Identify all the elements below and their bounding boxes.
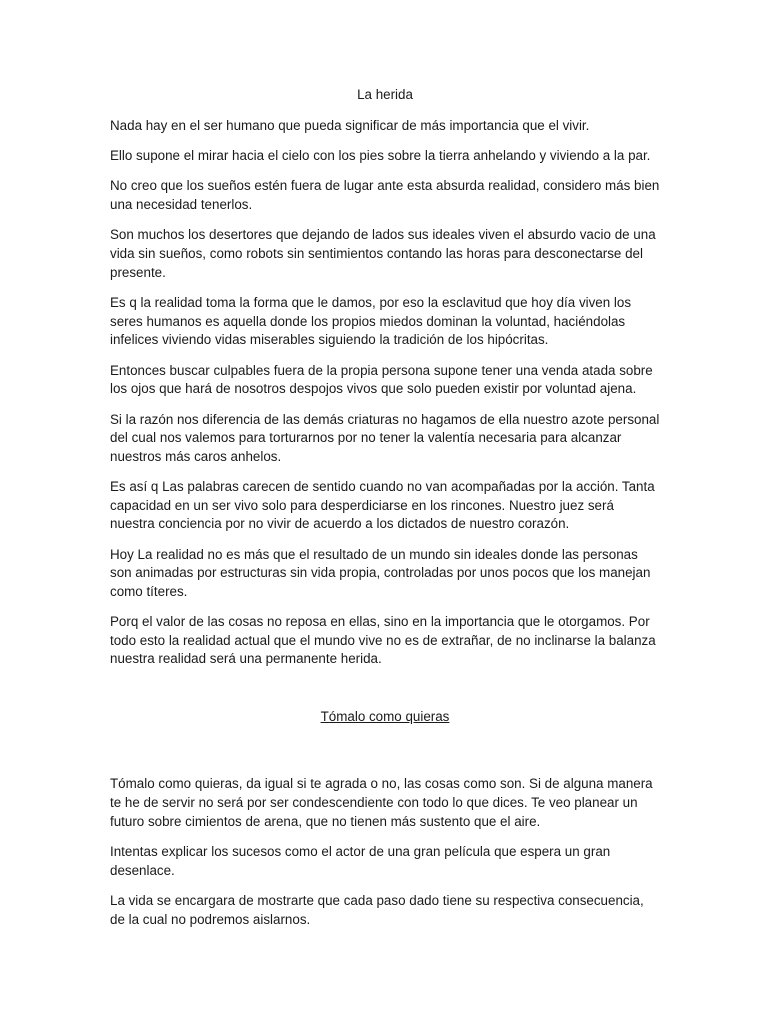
document-page	[110, 86, 660, 941]
paragraph: Es así q Las palabras carecen de sentido cuando no van acompañadas por la acción. Tanta capacidad en un ser vivo solo para desperdiciarse en los rincones. Nuestro juez será nuestra conciencia por no vivir de acuerdo a los dictados de nuestro corazón.	[110, 479, 655, 532]
paragraph: No creo que los sueños estén fuera de lugar ante esta absurda realidad, considero más bien una necesidad tenerlos.	[110, 178, 660, 212]
paragraph: Tómalo como quieras, da igual si te agrada o no, las cosas como son. Si de alguna manera te he de servir no será por ser condescendiente con todo lo que dices. Te veo planear un futuro sobre cimientos de arena, que no tienen más sustento que el aire.	[110, 776, 653, 829]
paragraph: Porq el valor de las cosas no reposa en ellas, sino en la importancia que le otorgamos. Por todo esto la realidad actual que el mundo vive no es de extrañar, de no inclinarse la balanza nuestra realidad será una permanente herida.	[110, 614, 656, 667]
paragraph: Ello supone el mirar hacia el cielo con los pies sobre la tierra anhelando y viviendo a la par.	[110, 147, 651, 163]
paragraph: Hoy La realidad no es más que el resultado de un mundo sin ideales donde las personas son animadas por estructuras sin vida propia, controladas por unos pocos que los manejan como títeres.	[110, 546, 651, 599]
paragraph: Si la razón nos diferencia de las demás criaturas no hagamos de ella nuestro azote personal del cual nos valemos para torturarnos por no tener la valentía necesaria para alcanzar nuestros más caros anhelos.	[110, 411, 660, 464]
paragraph: Es q la realidad toma la forma que le damos, por eso la esclavitud que hoy día viven los seres humanos es aquella donde los propios miedos dominan la voluntad, haciéndolas infelices viviendo vidas miserables siguiendo la tradición de los hipócritas.	[110, 294, 632, 348]
paragraph: Intentas explicar los sucesos como el actor de una gran película que espera un gran desenlace.	[110, 843, 611, 878]
title-la-herida: La herida	[357, 87, 413, 102]
paragraph: Son muchos los desertores que dejando de lados sus ideales viven el absurdo vacio de una vida sin sueños, como robots sin sentimientos contando las horas para desconectarse del presente.	[110, 227, 656, 280]
section-spacer	[110, 681, 660, 708]
paragraph: Nada hay en el ser humano que pueda significar de más importancia que el vivir.	[110, 117, 590, 133]
paragraph: Entonces buscar culpables fuera de la propia persona supone tener una venda atada sobre los ojos que hará de nosotros despojos vivos que solo pueden existir por voluntad ajena.	[110, 362, 653, 397]
paragraph: La vida se encargara de mostrarte que cada paso dado tiene su respectiva consecuencia, de la cual no podremos aislarnos.	[110, 892, 644, 927]
title-tomalo-como-quieras: Tómalo como quieras	[320, 708, 450, 724]
